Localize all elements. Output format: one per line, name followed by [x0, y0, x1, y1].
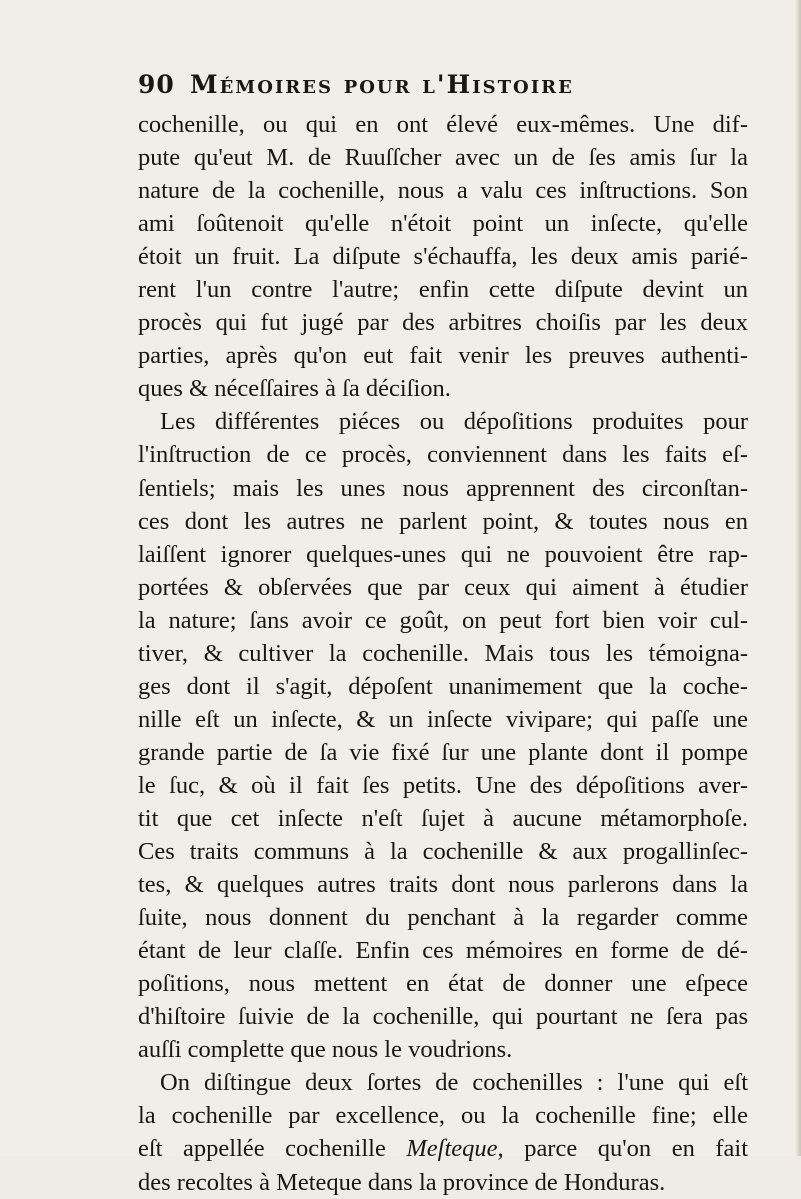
text-line: tiver, & cultiver la cochenille. Mais tous les témoigna-: [138, 639, 748, 667]
text-line: eſt appellée cochenille Meſteque, parce qu'on en fait: [138, 1135, 748, 1163]
text-line: ſentiels; mais les unes nous apprennent des circonſtan-: [138, 474, 748, 502]
italic-term: Meſteque: [406, 1135, 498, 1163]
page-number: 90: [138, 70, 175, 99]
text-line: grande partie de ſa vie fixé ſur une plante dont il pompe: [138, 738, 748, 766]
text-line: auſſi complette que nous le voudrions.: [138, 1036, 513, 1064]
text-line: procès qui fut jugé par des arbitres choiſis par les deux: [138, 309, 748, 337]
text-line: pute qu'eut M. de Ruuſſcher avec un de ſes amis ſur la: [138, 144, 748, 172]
text-line: ami ſoûtenoit qu'elle n'étoit point un inſecte, qu'elle: [138, 210, 748, 238]
text-line: étoit un fruit. La diſpute s'échauffa, les deux amis parié-: [138, 243, 748, 271]
text-line: tit que cet inſecte n'eſt ſujet à aucune métamorphoſe.: [138, 804, 748, 832]
text-line: cochenille, ou qui en ont élevé eux-mêmes. Une dif-: [138, 111, 748, 138]
text-line: l'inſtruction de ce procès, conviennent dans les faits eſ-: [138, 441, 748, 469]
text-line: Ces traits communs à la cochenille & aux progallinſec-: [138, 838, 748, 866]
text-line: On diſtingue deux ſortes de cochenilles : l'une qui eſt: [160, 1069, 748, 1097]
text-line: laiſſent ignorer quelques-unes qui ne pouvoient être rap-: [138, 540, 748, 568]
text-line: le ſuc, & où il fait ſes petits. Une des dépoſitions aver-: [138, 771, 748, 799]
text-line: nature de la cochenille, nous a valu ces inſtructions. Son: [138, 177, 748, 205]
text-line: d'hiſtoire ſuivie de la cochenille, qui pourtant ne ſera pas: [138, 1003, 748, 1031]
text-line: rent l'un contre l'autre; enfin cette diſpute devint un: [138, 276, 748, 304]
text-line: ques & néceſſaires à ſa déciſion.: [138, 375, 451, 403]
text-line: portées & obſervées que par ceux qui aiment à étudier: [138, 573, 748, 601]
body-text: [138, 108, 748, 1199]
text-line: poſitions, nous mettent en état de donner une eſpece: [138, 970, 748, 998]
text-line: ges dont il s'agit, dépoſent unanimement que la coche-: [138, 672, 748, 700]
text-line: des recoltes à Meteque dans la province de Honduras.: [138, 1168, 666, 1196]
page-header: [138, 70, 738, 106]
running-title: Mémoires pour l'Histoire: [189, 70, 574, 99]
text-line: étant de leur claſſe. Enfin ces mémoires en forme de dé-: [138, 937, 748, 965]
text-line: tes, & quelques autres traits dont nous parlerons dans la: [138, 871, 748, 899]
text-line: la nature; ſans avoir ce goût, on peut fort bien voir cul-: [138, 606, 748, 634]
text-line: Les différentes piéces ou dépoſitions produites pour: [160, 408, 748, 436]
text-line: ces dont les autres ne parlent point, & toutes nous en: [138, 507, 748, 535]
text-line: la cochenille par excellence, ou la cochenille fine; elle: [138, 1102, 748, 1130]
text-line: parties, après qu'on eut fait venir les preuves authenti-: [138, 342, 748, 370]
text-line: ſuite, nous donnent du penchant à la regarder comme: [138, 904, 748, 932]
page-edge-shadow: [795, 0, 801, 1156]
text-line: nille eſt un inſecte, & un inſecte vivipare; qui paſſe une: [138, 705, 748, 733]
